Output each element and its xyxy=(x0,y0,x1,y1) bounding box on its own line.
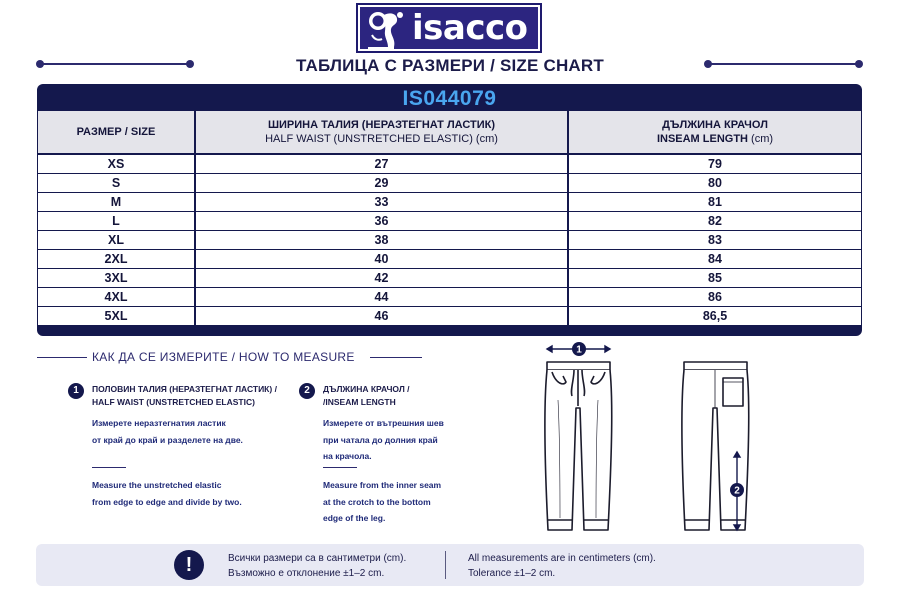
header-waist-en: HALF WAIST (UNSTRETCHED ELASTIC) (cm) xyxy=(265,133,498,145)
step-2-text-en xyxy=(323,477,441,527)
step-1-bg-line-1: Измерете неразтегнатия ластик xyxy=(92,418,226,428)
size-chart-table xyxy=(37,84,862,336)
pants-front-diagram xyxy=(530,340,630,540)
table-row xyxy=(37,193,862,211)
waist-cell: 44 xyxy=(196,288,567,306)
waist-cell: 27 xyxy=(196,155,567,173)
step-2-en-line-1: Measure from the inner seam xyxy=(323,480,442,490)
waist-cell: 46 xyxy=(196,307,567,325)
step-2-bg-line-3: на крачола. xyxy=(323,451,372,461)
step-1-text-bg xyxy=(92,415,243,448)
step-1-bg-line-2: от край до край и разделете на две. xyxy=(92,434,243,445)
brand-wordmark: isacco xyxy=(412,8,528,48)
note-bg-line-2: Възможно е отклонение ±1–2 cm. xyxy=(228,568,385,579)
title-dot-left-end xyxy=(36,60,44,68)
inseam-cell: 85 xyxy=(569,269,861,287)
inseam-cell: 80 xyxy=(569,174,861,192)
measurement-note xyxy=(36,544,864,586)
header-inseam-en-unit: (cm) xyxy=(748,133,774,145)
step-2-en-line-3: edge of the leg. xyxy=(323,513,386,523)
title-rule-left xyxy=(40,63,190,65)
inseam-cell: 82 xyxy=(569,212,861,230)
step-1-number-badge: 1 xyxy=(68,383,84,399)
title-dot-right xyxy=(704,60,712,68)
brand-logo xyxy=(356,3,542,53)
header-inseam-bg: ДЪЛЖИНА КРАЧОЛ xyxy=(662,119,768,131)
note-divider xyxy=(445,551,446,579)
size-cell: S xyxy=(38,174,194,192)
step-2-number-badge: 2 xyxy=(299,383,315,399)
logo-figure-icon xyxy=(364,9,412,51)
waist-cell: 38 xyxy=(196,231,567,249)
measure-marker-1-label: 1 xyxy=(576,344,582,356)
header-size-label: РАЗМЕР / SIZE xyxy=(76,126,156,138)
waist-cell: 36 xyxy=(196,212,567,230)
table-row xyxy=(37,288,862,306)
inseam-cell: 79 xyxy=(569,155,861,173)
size-cell: 2XL xyxy=(38,250,194,268)
step-2-en-line-2: at the crotch to the bottom xyxy=(323,496,431,507)
how-to-measure-rule-right xyxy=(370,357,422,358)
step-2-text-bg xyxy=(323,415,444,465)
header-waist-bg: ШИРИНА ТАЛИЯ (НЕРАЗТЕГНАТ ЛАСТИК) xyxy=(267,119,496,131)
inseam-cell: 84 xyxy=(569,250,861,268)
title-rule-right xyxy=(708,63,858,65)
size-cell: M xyxy=(38,193,194,211)
step-1-text-en xyxy=(92,477,242,510)
size-cell: XS xyxy=(38,155,194,173)
how-to-measure-rule-left xyxy=(37,357,87,358)
waist-cell: 42 xyxy=(196,269,567,287)
step-2-title-en: /INSEAM LENGTH xyxy=(323,397,396,407)
table-row xyxy=(37,212,862,230)
step-2-bg-line-2: при чатала до долния край xyxy=(323,434,438,445)
page-title: ТАБЛИЦА С РАЗМЕРИ / SIZE CHART xyxy=(296,56,604,75)
waist-cell: 33 xyxy=(196,193,567,211)
note-en-line-1: All measurements are in centimeters (cm). xyxy=(468,553,656,564)
size-cell: 5XL xyxy=(38,307,194,325)
header-waist xyxy=(196,111,567,153)
table-row xyxy=(37,269,862,287)
step-2-divider xyxy=(323,467,357,468)
header-inseam xyxy=(569,111,861,153)
step-1-title xyxy=(92,383,277,409)
table-row xyxy=(37,155,862,173)
how-to-measure-title: КАК ДА СЕ ИЗМЕРИТЕ / HOW TO MEASURE xyxy=(92,350,355,364)
step-2-bg-line-1: Измерете от вътрешния шев xyxy=(323,418,444,428)
note-text-en xyxy=(468,551,656,581)
step-1-divider xyxy=(92,467,126,468)
table-row xyxy=(37,250,862,268)
pants-back-diagram xyxy=(675,340,775,540)
header-size xyxy=(38,111,194,153)
waist-cell: 29 xyxy=(196,174,567,192)
inseam-cell: 81 xyxy=(569,193,861,211)
inseam-cell: 86 xyxy=(569,288,861,306)
table-row xyxy=(37,307,862,325)
note-en-line-2: Tolerance ±1–2 cm. xyxy=(468,568,556,579)
header-inseam-en-bold: INSEAM LENGTH xyxy=(656,133,748,145)
product-code: IS044079 xyxy=(402,87,497,110)
title-dot-right-end xyxy=(855,60,863,68)
size-cell: 4XL xyxy=(38,288,194,306)
table-row xyxy=(37,231,862,249)
inseam-cell: 83 xyxy=(569,231,861,249)
note-text-bg xyxy=(228,551,406,581)
step-1-en-line-2: from edge to edge and divide by two. xyxy=(92,496,242,507)
header-inseam-en xyxy=(657,132,773,146)
step-2-title-bg: ДЪЛЖИНА КРАЧОЛ / xyxy=(323,384,410,394)
size-cell: L xyxy=(38,212,194,230)
title-dot-left xyxy=(186,60,194,68)
size-cell: XL xyxy=(38,231,194,249)
waist-cell: 40 xyxy=(196,250,567,268)
inseam-cell: 86,5 xyxy=(569,307,861,325)
table-row xyxy=(37,174,862,192)
size-cell: 3XL xyxy=(38,269,194,287)
note-bg-line-1: Всички размери са в сантиметри (cm). xyxy=(228,553,407,564)
step-1-title-bg: ПОЛОВИН ТАЛИЯ (НЕРАЗТЕГНАТ ЛАСТИК) / xyxy=(92,384,277,394)
measure-marker-2-label: 2 xyxy=(734,485,740,497)
step-2-title xyxy=(323,383,410,409)
step-1-title-en: HALF WAIST (UNSTRETCHED ELASTIC) xyxy=(92,397,255,407)
exclamation-icon: ! xyxy=(174,550,204,580)
step-1-en-line-1: Measure the unstretched elastic xyxy=(92,480,222,490)
